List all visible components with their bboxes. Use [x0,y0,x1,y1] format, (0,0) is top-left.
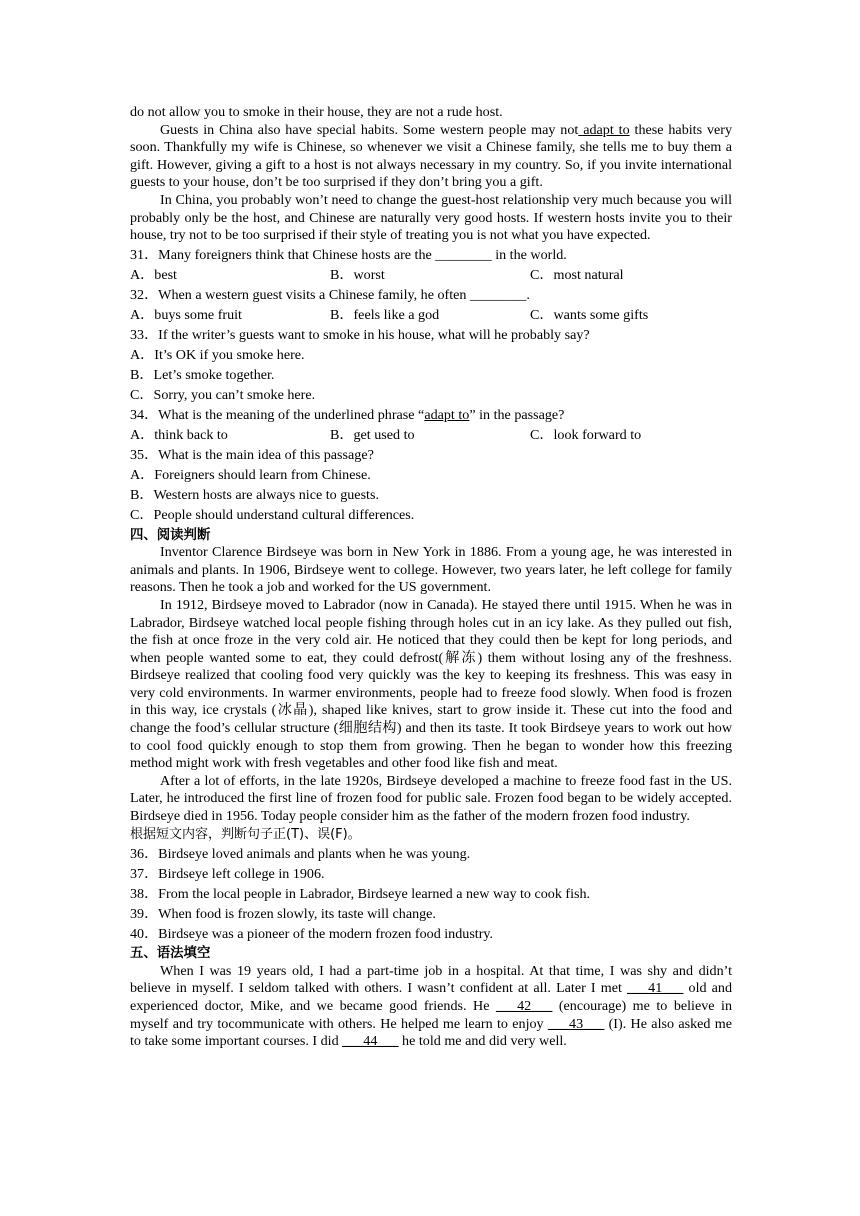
blank-44: ___44___ [342,1033,399,1050]
section-heading: 四、阅读判断 [130,527,211,543]
passage-paragraph: After a lot of efforts, in the late 1920s, Birdseye developed a machine to freeze food fast in the US. Later, he introduced the first line of frozen food for public sale. Frozen food began to be widely accepted. Birdseye died in 1956. Today people consider him as the father of the modern frozen food industry. [130,772,732,825]
option-b: B．worst [330,267,385,284]
passage-line: do not allow you to smoke in their house, they are not a rude host. [130,104,503,120]
option-c: C．look forward to [530,427,642,443]
option-b: B．Let’s smoke together. [130,367,275,384]
statement-38: 38．From the local people in Labrador, Birdseye learned a new way to cook fish. [130,885,591,902]
passage-paragraph: Guests in China also have special habits. Some western people may not adapt to these habits very soon. Thankfully my wife is Chinese, so whenever we visit a Chinese family, she tells me to buy them a gift. However, giving a gift to a host is not always necessary in my country. So, if you invite international guests to your house, don’t be too surprised if they don’t bring you a gift. [130,121,732,191]
question-35: 35．What is the main idea of this passage? [130,446,374,463]
options-32 [130,307,732,325]
option-c: C．wants some gifts [530,307,649,324]
options-31 [130,267,732,285]
option-b: B．get used to [330,427,415,443]
option-a: A．think back to [130,427,228,443]
blank-43: ___43___ [547,1015,605,1032]
question-31: 31．Many foreigners think that Chinese hosts are the ________ in the world. [130,247,567,264]
section-heading: 五、语法填空 [130,946,211,962]
statement-40: 40．Birdseye was a pioneer of the modern frozen food industry. [130,925,494,942]
option-c: C．People should understand cultural differences. [130,506,415,523]
question-32: 32．When a western guest visits a Chinese family, he often ________. [130,287,530,304]
cloze-paragraph: When I was 19 years old, I had a part-time job in a hospital. At that time, I was shy and didn’t believe in myself. I seldom talked with others. I wasn’t confident at all. Later I met ___41___ old and experienced doctor, Mike, and we became good friends. He ___42___ (encourage) me to believe in myself and try tocommunicate with others. He helped me learn to enjoy ___43___ (I). He also asked me to take some important courses. I did ___44___ he told me and did very well. [130,962,733,1050]
passage-paragraph: In China, you probably won’t need to change the guest-host relationship very much because you will probably only be the host, and Chinese are naturally very good hosts. If western hosts invite you to their house, try not to be too surprised if their style of treating you is not what you have expected. [130,191,732,244]
options-34 [130,427,732,445]
option-c: C．most natural [530,267,624,284]
blank-41: ___41___ [627,980,684,997]
passage-paragraph: In 1912, Birdseye moved to Labrador (now in Canada). He stayed there until 1915. When he was in Labrador, Birdseye watched local people fishing through holes cut in an icy lake. As they pulled out fish, the fish at once froze in the very cold air. He noticed that they could then be kept for long periods, and when people wanted some to eat, they could defrost(解冻) them without losing any of the freshness. Birdseye realized that cooling food very quickly was the key to keeping its freshness. This was easy in very cold environments. In warmer environments, people had to freeze food slowly. When food is frozen in this way, ice crystals (冰晶), shaped like knives, start to grow inside it. These cut into the food and change the food’s cellular structure (细胞结构) and then its taste. It took Birdseye years to work out how to cool food quickly enough to stop them from growing. Then he began to wonder how this freezing method might work with fresh vegetables and other food like fish and meat. [130,596,732,772]
question-34: 34．What is the meaning of the underlined phrase “adapt to” in the passage? [130,407,565,424]
option-b: B．feels like a god [330,307,440,324]
question-33: 33．If the writer’s guests want to smoke in his house, what will he probably say? [130,327,590,344]
statement-39: 39．When food is frozen slowly, its taste will change. [130,905,436,922]
option-a: A．buys some fruit [130,307,242,324]
blank-42: ___42___ [495,997,553,1014]
option-a: A．Foreigners should learn from Chinese. [130,466,371,483]
underlined-phrase: adapt to [424,407,470,424]
option-a: A．best [130,267,177,284]
option-c: C．Sorry, you can’t smoke here. [130,387,316,404]
passage-paragraph: Inventor Clarence Birdseye was born in New York in 1886. From a young age, he was interested in animals and plants. In 1906, Birdseye went to college. However, two years later, he left college for family reasons. Then he took a job and worked for the US government. [130,544,732,596]
option-b: B．Western hosts are always nice to guests. [130,486,379,503]
underlined-phrase: adapt to [578,121,630,138]
option-a: A．It’s OK if you smoke here. [130,347,305,364]
statement-37: 37．Birdseye left college in 1906. [130,865,325,882]
document-page [130,104,732,1051]
statement-36: 36．Birdseye loved animals and plants when he was young. [130,845,471,862]
instruction-text: 根据短文内容，判断句子正(T)、误(F)。 [130,826,361,842]
